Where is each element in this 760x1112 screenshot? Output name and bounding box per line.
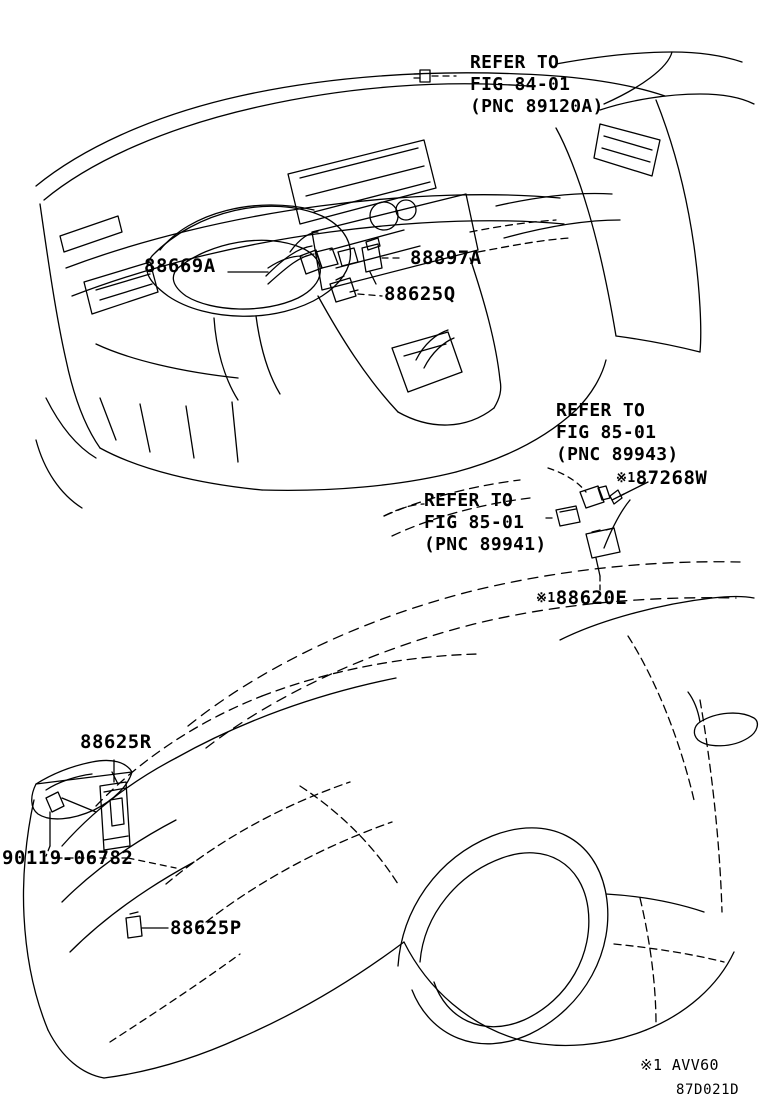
reference-fig-85-01-89943: REFER TO FIG 85-01 (PNC 89943) xyxy=(556,400,679,465)
part-label-88625p: 88625P xyxy=(170,917,242,939)
ref-line: REFER TO xyxy=(470,52,560,73)
part-label-87268w: ※187268W xyxy=(616,467,708,489)
part-label-88625q: 88625Q xyxy=(384,283,456,305)
part-label-88897a: 88897A xyxy=(410,247,482,269)
footnote-mark: ※1 xyxy=(536,591,556,606)
part-label-90119-06782: 90119-06782 xyxy=(2,847,134,869)
ref-line: FIG 84-01 xyxy=(470,74,571,95)
footnote-mark: ※1 xyxy=(616,471,636,486)
part-label-88669a: 88669A xyxy=(144,255,216,277)
part-label-88625r: 88625R xyxy=(80,731,152,753)
ref-line: (PNC 89120A) xyxy=(470,96,604,117)
figure-code: 87D021D xyxy=(676,1082,740,1098)
footnote-text: ※1 AVV60 xyxy=(640,1056,719,1074)
reference-fig-84-01 xyxy=(470,52,604,118)
part-label-88620e: ※188620E xyxy=(536,587,628,609)
reference-fig-85-01-89941: REFER TO FIG 85-01 (PNC 89941) xyxy=(424,490,547,555)
